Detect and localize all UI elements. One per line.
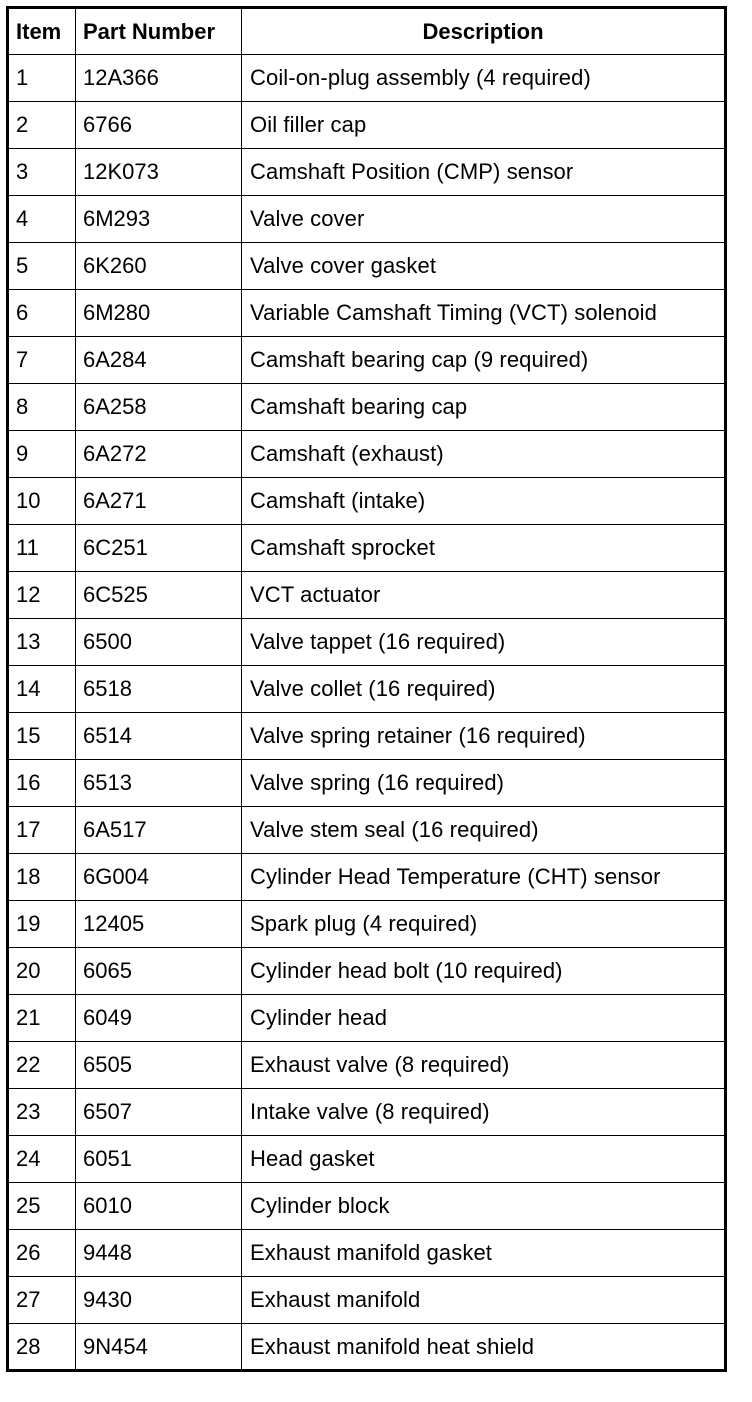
cell-part-number: 6518 — [76, 666, 242, 713]
cell-part-number: 6766 — [76, 102, 242, 149]
cell-item: 3 — [8, 149, 76, 196]
cell-item: 15 — [8, 713, 76, 760]
cell-description: Exhaust manifold gasket — [242, 1230, 726, 1277]
cell-description: Cylinder Head Temperature (CHT) sensor — [242, 854, 726, 901]
cell-item: 14 — [8, 666, 76, 713]
header-part-number: Part Number — [76, 8, 242, 55]
cell-item: 16 — [8, 760, 76, 807]
cell-item: 5 — [8, 243, 76, 290]
cell-part-number: 6049 — [76, 995, 242, 1042]
table-row — [8, 478, 726, 525]
cell-description: Exhaust manifold — [242, 1277, 726, 1324]
cell-item: 19 — [8, 901, 76, 948]
cell-item: 26 — [8, 1230, 76, 1277]
cell-description: VCT actuator — [242, 572, 726, 619]
cell-description: Valve cover — [242, 196, 726, 243]
table-row — [8, 290, 726, 337]
cell-description: Cylinder block — [242, 1183, 726, 1230]
cell-item: 17 — [8, 807, 76, 854]
cell-item: 7 — [8, 337, 76, 384]
cell-item: 10 — [8, 478, 76, 525]
cell-description: Exhaust valve (8 required) — [242, 1042, 726, 1089]
cell-description: Valve tappet (16 required) — [242, 619, 726, 666]
cell-item: 24 — [8, 1136, 76, 1183]
cell-part-number: 6M293 — [76, 196, 242, 243]
cell-part-number: 6A271 — [76, 478, 242, 525]
header-item: Item — [8, 8, 76, 55]
cell-item: 22 — [8, 1042, 76, 1089]
cell-part-number: 6500 — [76, 619, 242, 666]
cell-part-number: 6A272 — [76, 431, 242, 478]
cell-part-number: 6C251 — [76, 525, 242, 572]
cell-part-number: 6A258 — [76, 384, 242, 431]
cell-part-number: 6C525 — [76, 572, 242, 619]
cell-description: Valve cover gasket — [242, 243, 726, 290]
cell-description: Camshaft bearing cap — [242, 384, 726, 431]
table-row — [8, 102, 726, 149]
cell-part-number: 6513 — [76, 760, 242, 807]
table-row — [8, 243, 726, 290]
table-row — [8, 1089, 726, 1136]
table-row — [8, 572, 726, 619]
cell-description: Variable Camshaft Timing (VCT) solenoid — [242, 290, 726, 337]
table-row — [8, 1136, 726, 1183]
cell-description: Valve spring (16 required) — [242, 760, 726, 807]
cell-description: Camshaft bearing cap (9 required) — [242, 337, 726, 384]
table-row — [8, 901, 726, 948]
table-body — [8, 55, 726, 1371]
cell-part-number: 6010 — [76, 1183, 242, 1230]
cell-part-number: 6G004 — [76, 854, 242, 901]
cell-part-number: 6065 — [76, 948, 242, 995]
cell-description: Valve stem seal (16 required) — [242, 807, 726, 854]
cell-description: Exhaust manifold heat shield — [242, 1324, 726, 1371]
cell-description: Spark plug (4 required) — [242, 901, 726, 948]
table-row — [8, 196, 726, 243]
cell-item: 6 — [8, 290, 76, 337]
table-row — [8, 337, 726, 384]
table-row — [8, 525, 726, 572]
cell-item: 8 — [8, 384, 76, 431]
cell-part-number: 6505 — [76, 1042, 242, 1089]
table-row — [8, 1277, 726, 1324]
cell-item: 18 — [8, 854, 76, 901]
table-row — [8, 1230, 726, 1277]
cell-part-number: 6A284 — [76, 337, 242, 384]
cell-item: 11 — [8, 525, 76, 572]
cell-part-number: 9448 — [76, 1230, 242, 1277]
cell-part-number: 6514 — [76, 713, 242, 760]
cell-description: Oil filler cap — [242, 102, 726, 149]
table-row — [8, 55, 726, 102]
table-row — [8, 1324, 726, 1371]
cell-item: 2 — [8, 102, 76, 149]
cell-part-number: 12A366 — [76, 55, 242, 102]
cell-item: 1 — [8, 55, 76, 102]
table-row — [8, 619, 726, 666]
cell-part-number: 6A517 — [76, 807, 242, 854]
table-row — [8, 995, 726, 1042]
table-row — [8, 807, 726, 854]
cell-item: 12 — [8, 572, 76, 619]
table-row — [8, 760, 726, 807]
cell-description: Valve spring retainer (16 required) — [242, 713, 726, 760]
cell-description: Intake valve (8 required) — [242, 1089, 726, 1136]
cell-part-number: 12405 — [76, 901, 242, 948]
cell-description: Head gasket — [242, 1136, 726, 1183]
cell-description: Cylinder head — [242, 995, 726, 1042]
table-row — [8, 431, 726, 478]
parts-table — [6, 6, 727, 1372]
cell-part-number: 9430 — [76, 1277, 242, 1324]
cell-part-number: 6507 — [76, 1089, 242, 1136]
cell-description: Camshaft (intake) — [242, 478, 726, 525]
cell-item: 21 — [8, 995, 76, 1042]
cell-item: 28 — [8, 1324, 76, 1371]
cell-item: 4 — [8, 196, 76, 243]
header-row — [8, 8, 726, 55]
cell-part-number: 9N454 — [76, 1324, 242, 1371]
table-header — [8, 8, 726, 55]
table-row — [8, 948, 726, 995]
cell-item: 23 — [8, 1089, 76, 1136]
cell-part-number: 6051 — [76, 1136, 242, 1183]
cell-description: Valve collet (16 required) — [242, 666, 726, 713]
table-row — [8, 1183, 726, 1230]
table-row — [8, 1042, 726, 1089]
cell-item: 27 — [8, 1277, 76, 1324]
cell-description: Camshaft (exhaust) — [242, 431, 726, 478]
cell-item: 13 — [8, 619, 76, 666]
cell-description: Cylinder head bolt (10 required) — [242, 948, 726, 995]
cell-description: Camshaft sprocket — [242, 525, 726, 572]
cell-item: 9 — [8, 431, 76, 478]
cell-description: Coil-on-plug assembly (4 required) — [242, 55, 726, 102]
table-row — [8, 384, 726, 431]
cell-part-number: 12K073 — [76, 149, 242, 196]
table-row — [8, 666, 726, 713]
cell-description: Camshaft Position (CMP) sensor — [242, 149, 726, 196]
cell-item: 20 — [8, 948, 76, 995]
table-row — [8, 713, 726, 760]
table-row — [8, 149, 726, 196]
cell-part-number: 6K260 — [76, 243, 242, 290]
cell-part-number: 6M280 — [76, 290, 242, 337]
header-description: Description — [242, 8, 726, 55]
table-row — [8, 854, 726, 901]
cell-item: 25 — [8, 1183, 76, 1230]
